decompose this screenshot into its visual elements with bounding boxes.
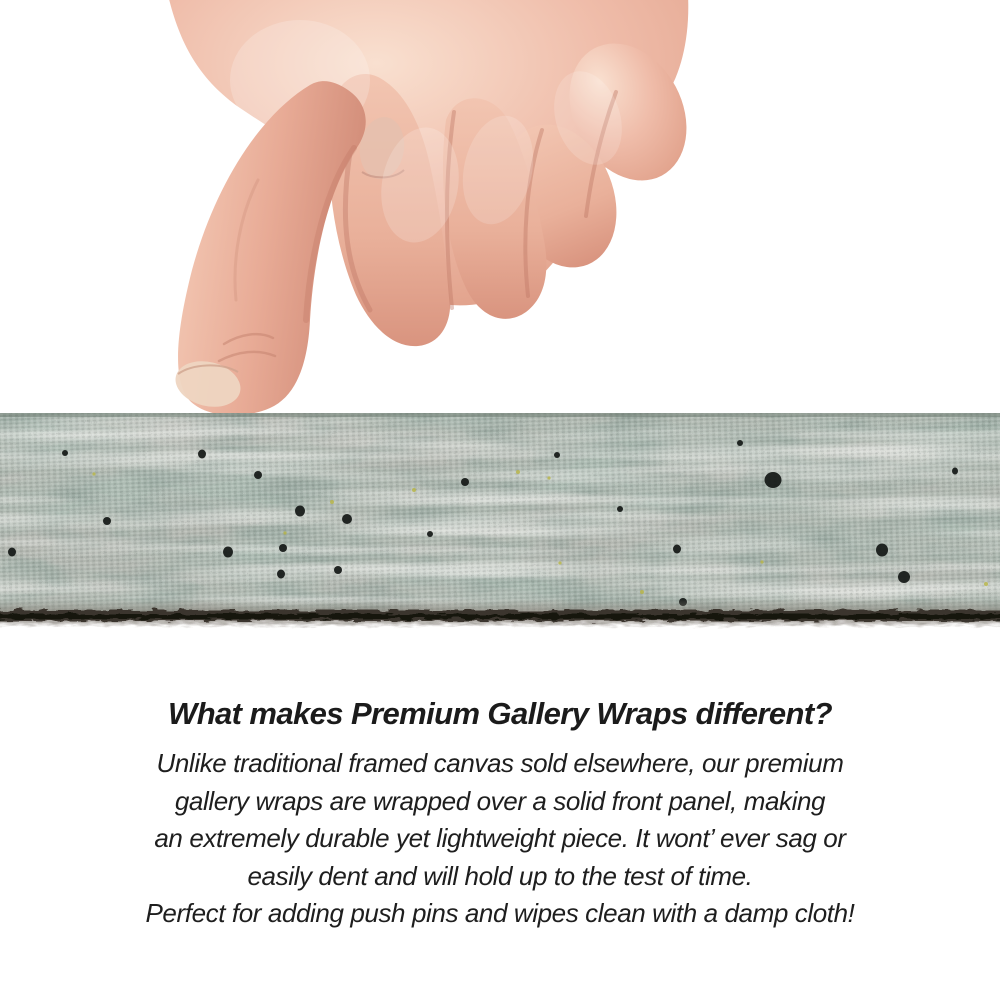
body-line-4: easily dent and will hold up to the test of time. xyxy=(247,860,753,891)
canvas-edge-photo xyxy=(0,413,1000,635)
canvas-texture-image xyxy=(0,413,1000,635)
body-line-1: Unlike traditional framed canvas sold elsewhere, our premium xyxy=(156,748,844,778)
hand-photo-area xyxy=(0,0,1000,415)
marketing-copy xyxy=(0,694,1000,933)
body-line-2: gallery wraps are wrapped over a solid front panel, making xyxy=(174,785,826,816)
heading: What makes Premium Gallery Wraps different? xyxy=(168,696,832,731)
body-line-5: Perfect for adding push pins and wipes clean with a damp cloth! xyxy=(145,898,855,928)
hand-illustration xyxy=(168,0,709,415)
body-line-3: an extremely durable yet lightweight piece. It wont’ ever sag or xyxy=(154,823,846,853)
canvas-texture-layers xyxy=(0,413,1000,627)
canvas-bottom-edge xyxy=(0,610,1000,627)
hand-pressing-canvas-photo xyxy=(0,0,1000,415)
